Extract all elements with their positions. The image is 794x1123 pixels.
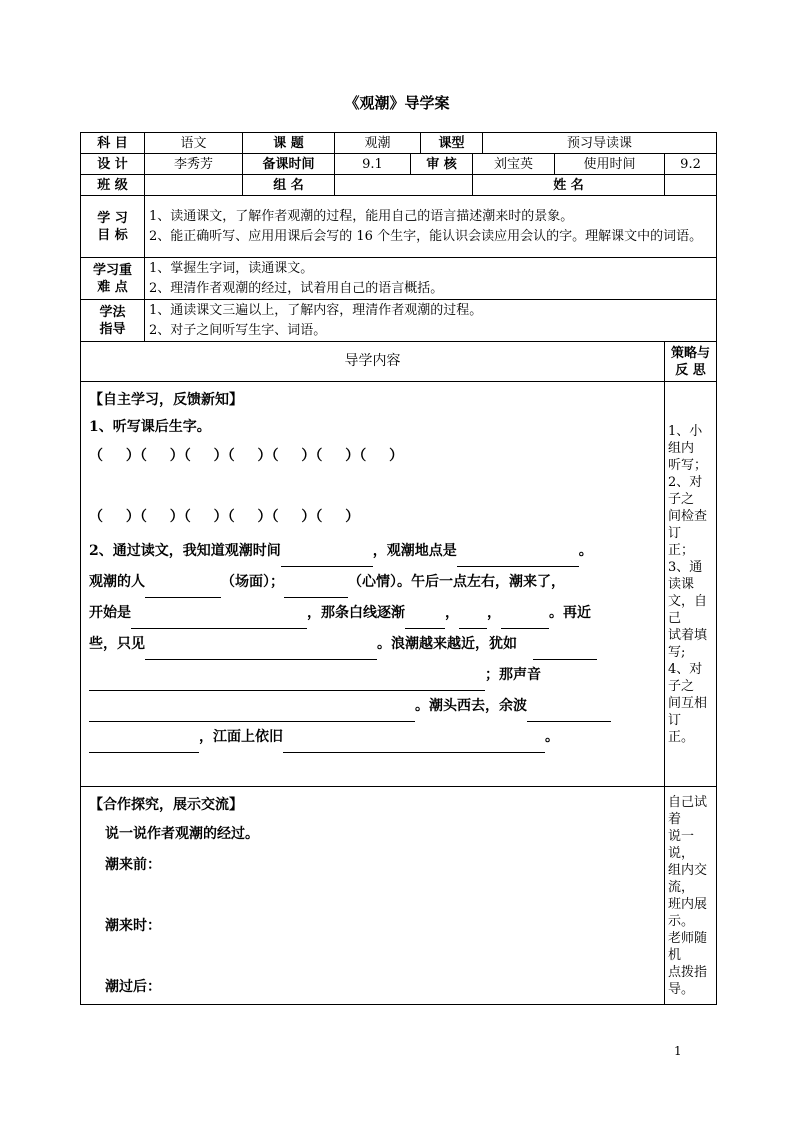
row-subject <box>81 133 717 154</box>
after-tide-label: 潮过后： <box>105 979 161 995</box>
section2-heading: 【合作探究，展示交流】 <box>89 797 243 813</box>
blank-waves-1[interactable] <box>527 705 611 722</box>
blank-river[interactable] <box>283 736 545 753</box>
name-label: 姓 名 <box>473 175 665 196</box>
class-label: 班 级 <box>81 175 145 196</box>
before-tide-label: 潮来前： <box>105 857 161 873</box>
designer-label: 设 计 <box>81 154 145 175</box>
prep-time-label: 备课时间 <box>243 154 335 175</box>
subject-label: 科 目 <box>81 133 145 154</box>
parens-row2: （ ）（ ）（ ）（ ）（ ）（ ） <box>89 509 360 525</box>
fill-line-3: 开始是 ，那条白线逐渐 ， ， 。再近 <box>89 598 656 629</box>
section1-heading: 【自主学习，反馈新知】 <box>89 392 243 408</box>
goals-content: 1、读通课文，了解作者观潮的过程，能用自己的语言描述潮来时的景象。 2、能正确听写、应用用课后会写的 16 个生字，能认识会读应用会认的字。理解课文中的词语。 <box>145 196 717 258</box>
row-key-points <box>81 258 717 300</box>
blank-waves-2[interactable] <box>89 736 199 753</box>
blank-sound[interactable] <box>89 705 415 722</box>
blank-beginning[interactable] <box>131 612 307 629</box>
blank-gradually-1[interactable] <box>405 612 445 629</box>
review-label: 审 核 <box>411 154 473 175</box>
type-label: 课型 <box>421 133 483 154</box>
key-points-content: 1、掌握生字词，读通课文。 2、理清作者观潮的经过，试着用自己的语言概括。 <box>145 258 717 300</box>
blank-scene[interactable] <box>145 581 221 598</box>
section2-content <box>81 787 665 1005</box>
strategy-header: 策略与 反 思 <box>665 342 717 382</box>
topic-label: 课 题 <box>243 133 335 154</box>
during-tide-label: 潮来时： <box>105 918 161 934</box>
class-value[interactable] <box>145 175 243 196</box>
methods-label: 学法 指导 <box>81 300 145 342</box>
blank-like-1[interactable] <box>533 643 597 660</box>
fill-line-1: 2、通过读文，我知道观潮时间 ，观潮地点是 。 <box>89 536 656 567</box>
prep-time-value: 9.1 <box>335 154 411 175</box>
row-methods <box>81 300 717 342</box>
blank-gradually-2[interactable] <box>459 612 487 629</box>
type-value: 预习导读课 <box>483 133 717 154</box>
row-goals <box>81 196 717 258</box>
fill-line-4: 些，只见 。浪潮越来越近，犹如 <box>89 629 656 660</box>
row-header <box>81 342 717 382</box>
topic-value: 观潮 <box>335 133 421 154</box>
reviewer-value: 刘宝英 <box>473 154 555 175</box>
blank-gradually-3[interactable] <box>501 612 549 629</box>
row-designer <box>81 154 717 175</box>
section2-strategy: 自己试着 说一说， 组内交流， 班内展示。 老师随机 点拨指导。 <box>665 787 717 1005</box>
key-points-label: 学习重 难 点 <box>81 258 145 300</box>
fill-line-7: ，江面上依旧 。 <box>89 722 656 753</box>
lesson-plan-table <box>80 132 717 1005</box>
task1-text: 1、听写课后生字。 <box>89 419 211 435</box>
blank-like-2[interactable] <box>89 674 485 691</box>
group-value[interactable] <box>335 175 473 196</box>
document-title: 《观潮》导学案 <box>344 94 450 112</box>
goals-label: 学 习 目 标 <box>81 196 145 258</box>
row-section1 <box>81 382 717 787</box>
blank-time[interactable] <box>281 550 373 567</box>
group-label: 组 名 <box>243 175 335 196</box>
use-time-value: 9.2 <box>665 154 717 175</box>
subject-value: 语文 <box>145 133 243 154</box>
parens-row1: （ ）（ ）（ ）（ ）（ ）（ ）（ ） <box>89 448 404 464</box>
row-section2 <box>81 787 717 1005</box>
blank-see[interactable] <box>145 643 377 660</box>
blank-place[interactable] <box>457 550 579 567</box>
section1-strategy: 1、小组内 听写； 2、对子之 间检查订 正； 3、通读课 文，自己 试着填写; 4、对子之 间互相订 正。 <box>665 382 717 787</box>
blank-mood[interactable] <box>284 581 348 598</box>
use-time-label: 使用时间 <box>555 154 665 175</box>
page-number: 1 <box>674 1044 682 1058</box>
fill-line-5: ；那声音 <box>89 660 656 691</box>
section2-prompt: 说一说作者观潮的经过。 <box>105 826 259 842</box>
fill-line-2: 观潮的人 （场面）； （心情）。午后一点左右，潮来了， <box>89 567 656 598</box>
section1-content <box>81 382 665 787</box>
designer-value: 李秀芳 <box>145 154 243 175</box>
name-value[interactable] <box>665 175 717 196</box>
methods-content: 1、通读课文三遍以上，了解内容，理清作者观潮的过程。 2、对子之间听写生字、词语。 <box>145 300 717 342</box>
row-class <box>81 175 717 196</box>
fill-line-6: 。潮头西去，余波 <box>89 691 656 722</box>
content-header: 导学内容 <box>81 342 665 382</box>
